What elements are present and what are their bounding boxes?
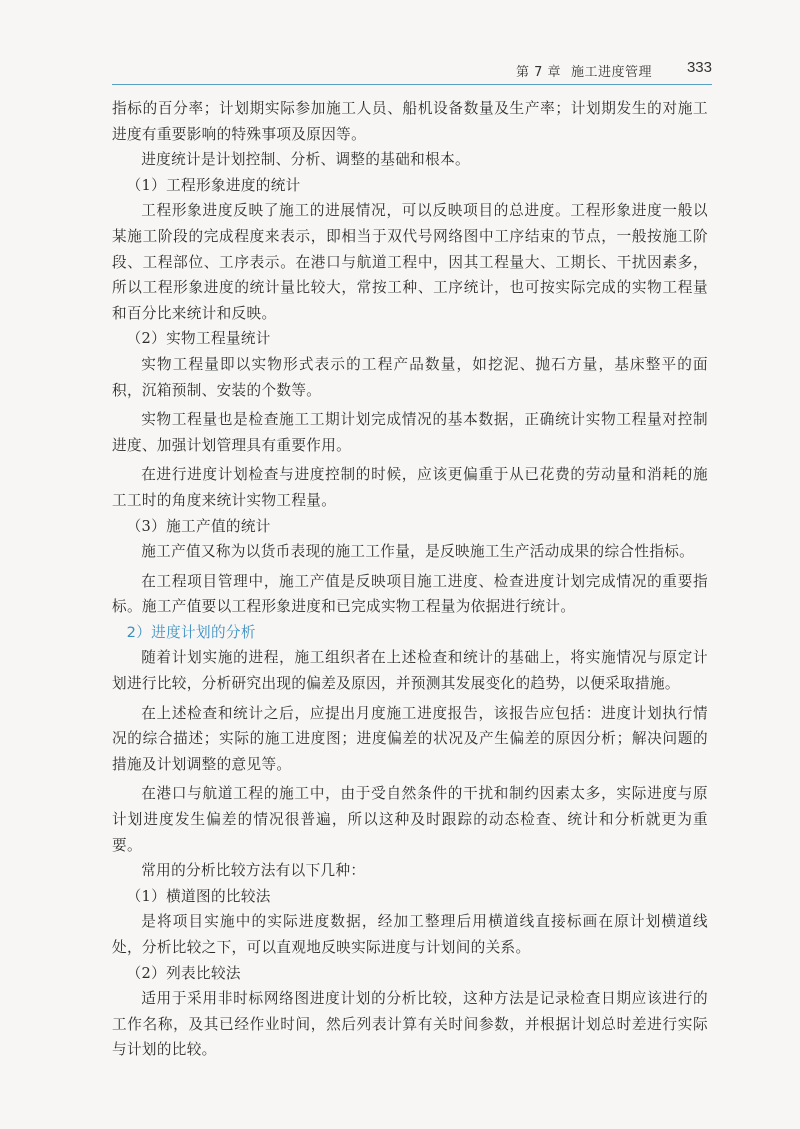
paragraph: 实物工程量即以实物形式表示的工程产品数量，如挖泥、抛石方量，基床整平的面积，沉箱预制、安装的个数等。 (112, 355, 708, 399)
subheading: （3）施工产值的统计 (126, 517, 271, 535)
paragraph: 适用于采用非时标网络图进度计划的分析比较，这种方法是记录检查日期应该进行的工作名称，及其已经作业时间，然后列表计算有关时间参数，并根据计划总时差进行实际与计划的比较。 (112, 990, 708, 1059)
subheading: （1）横道图的比较法 (126, 887, 271, 905)
paragraph: 实物工程量也是检查施工工期计划完成情况的基本数据，正确统计实物工程量对控制进度、加强计划管理具有重要作用。 (112, 411, 708, 454)
paragraph: 进度统计是计划控制、分析、调整的基础和根本。 (141, 151, 470, 169)
subheading: （2）列表比较法 (126, 964, 241, 982)
paragraph: 在工程项目管理中，施工产值是反映项目施工进度、检查进度计划完成情况的重要指标。施工产值要以工程形象进度和已完成实物工程量为依据进行统计。 (112, 572, 708, 616)
subheading: （2）实物工程量统计 (126, 330, 271, 348)
paragraph: 施工产值又称为以货币表现的施工工作量，是反映施工生产活动成果的综合性指标。 (141, 543, 695, 561)
paragraph: 常用的分析比较方法有以下几种： (141, 862, 366, 880)
paragraph: 在港口与航道工程的施工中，由于受自然条件的干扰和制约因素太多，实际进度与原计划进度发生偏差的情况很普遍，所以这种及时跟踪的动态检查、统计和分析就更为重要。 (112, 785, 708, 854)
chapter-heading (516, 61, 652, 80)
chapter-title: 施工进度管理 (570, 65, 652, 80)
paragraph: 在进行进度计划检查与进度控制的时候，应该更偏重于从已花费的劳动量和消耗的施工工时的角度来统计实物工程量。 (112, 466, 708, 509)
chapter-label: 第 7 章 (515, 65, 561, 80)
subheading: （1）工程形象进度的统计 (126, 176, 301, 194)
paragraph: 指标的百分率；计划期实际参加施工人员、船机设备数量及生产率；计划期发生的对施工进度有重要影响的特殊事项及原因等。 (112, 100, 708, 143)
body-text (112, 96, 708, 1063)
page-number: 333 (686, 59, 712, 76)
paragraph: 工程形象进度反映了施工的进展情况，可以反映项目的总进度。工程形象进度一般以某施工阶段的完成程度来表示，即相当于双代号网络图中工序结束的节点，一般按施工阶段、工程部位、工序表示。在港口与航道工程中，因其工程量大、工期长、干扰因素多，所以工程形象进度的统计量比较大，常按工种、工序统计，也可按实际完成的实物工程量和百分比来统计和反映。 (112, 202, 708, 322)
paragraph: 在上述检查和统计之后，应提出月度施工进度报告，该报告应包括：进度计划执行情况的综合描述；实际的施工进度图；进度偏差的状况及产生偏差的原因分析；解决问题的措施及计划调整的意见等。 (112, 704, 708, 773)
running-header (112, 58, 712, 85)
section-heading: 2）进度计划的分析 (126, 623, 256, 641)
paragraph: 是将项目实施中的实际进度数据，经加工整理后用横道线直接标画在原计划横道线处，分析比较之下，可以直观地反映实际进度与计划间的关系。 (112, 913, 708, 956)
paragraph: 随着计划实施的进程，施工组织者在上述检查和统计的基础上，将实施情况与原定计划进行比较，分析研究出现的偏差及原因，并预测其发展变化的趋势，以便采取措施。 (112, 649, 708, 693)
